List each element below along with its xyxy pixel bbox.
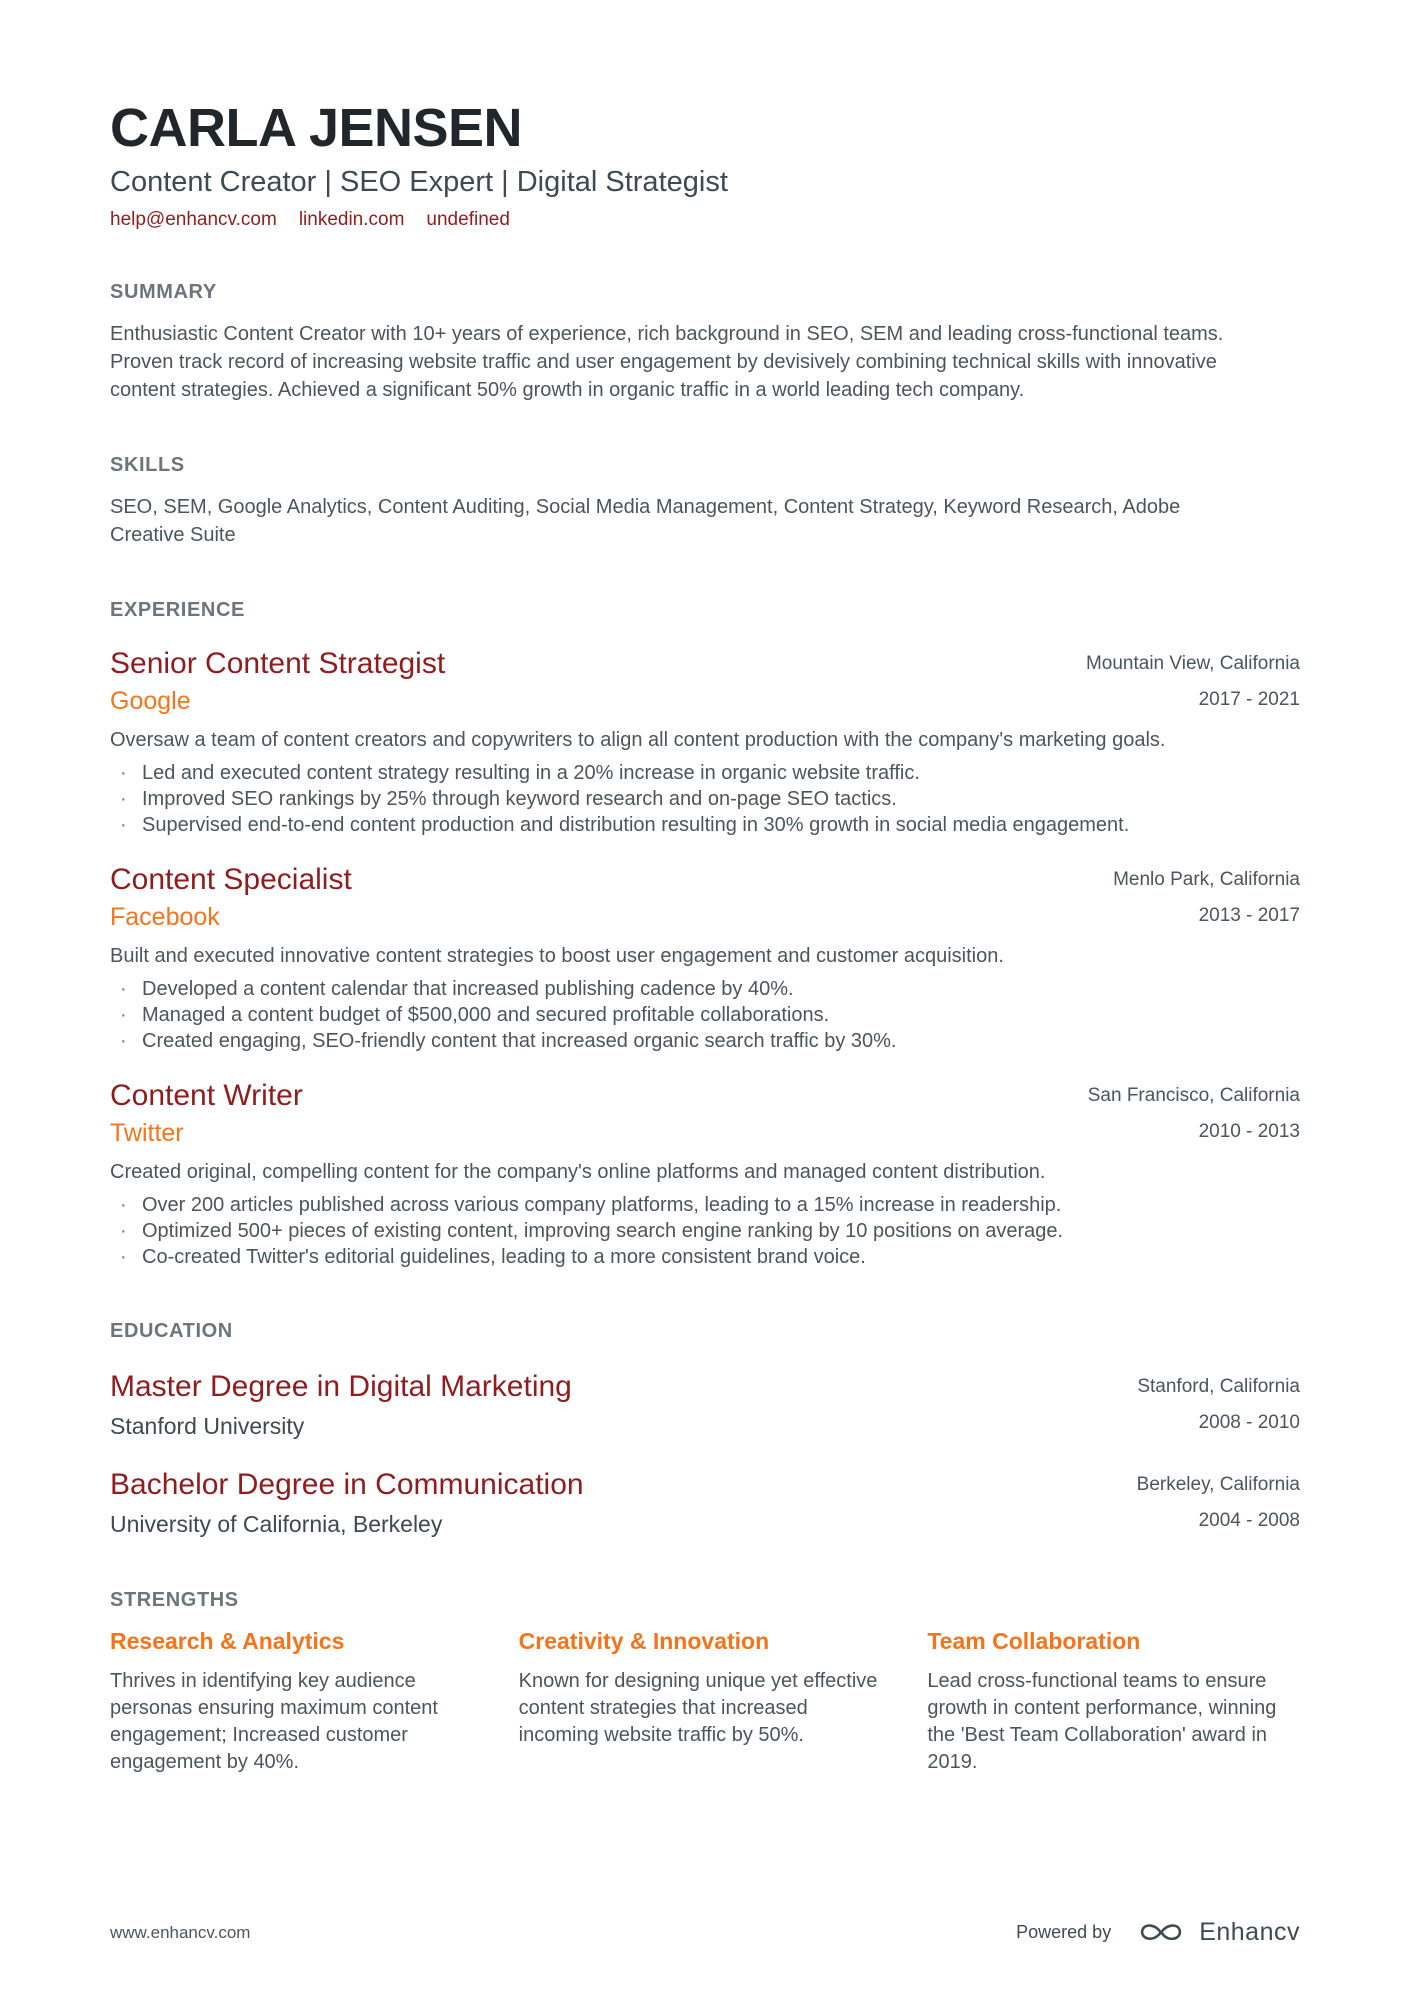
job-location: Mountain View, California: [1085, 653, 1300, 675]
strength-item: [110, 1628, 483, 1776]
job-bullet-list: [110, 760, 1300, 838]
candidate-title: Content Creator | SEO Expert | Digital Strategist: [110, 165, 728, 198]
job-description: Built and executed innovative content strategies to boost user engagement and customer acquisition.: [110, 945, 1004, 968]
degree-location: Berkeley, California: [1136, 1474, 1300, 1496]
email-link[interactable]: help@enhancv.com: [110, 209, 277, 231]
summary-section: [110, 281, 1300, 404]
job-bullet: · Optimized 500+ pieces of existing content, improving search engine ranking by 10 positions on average.: [110, 1218, 1300, 1244]
degree-title: Bachelor Degree in Communication: [110, 1468, 584, 1502]
degree-dates: 2004 - 2008: [1198, 1510, 1300, 1532]
job-entry: [110, 862, 1300, 1054]
job-company: Twitter: [110, 1119, 184, 1148]
strengths-heading: STRENGTHS: [110, 1589, 239, 1612]
degree-location: Stanford, California: [1137, 1376, 1300, 1398]
job-bullet: · Managed a content budget of $500,000 and secured profitable collaborations.: [110, 1002, 1300, 1028]
powered-by-label: Powered by: [1016, 1922, 1112, 1942]
job-entry: [110, 1078, 1300, 1270]
job-bullet: · Led and executed content strategy resulting in a 20% increase in organic website traffic.: [110, 760, 1300, 786]
summary-heading: SUMMARY: [110, 281, 217, 304]
enhancv-wordmark: Enhancv: [1199, 1918, 1300, 1946]
resume-header: [110, 100, 1300, 231]
page-footer: [110, 1918, 1300, 1947]
footer-brand-link[interactable]: [1016, 1918, 1300, 1947]
website-link[interactable]: undefined: [426, 209, 510, 231]
job-company: Facebook: [110, 903, 220, 932]
job-dates: 2010 - 2013: [1198, 1121, 1300, 1143]
candidate-name: CARLA JENSEN: [110, 98, 523, 158]
degree-entry: [110, 1369, 1300, 1441]
strength-text: Known for designing unique yet effective content strategies that increased incoming website traffic by 50%.: [518, 1670, 878, 1747]
degree-dates: 2008 - 2010: [1198, 1412, 1300, 1434]
job-location: Menlo Park, California: [1113, 869, 1300, 891]
degree-school: Stanford University: [110, 1413, 305, 1440]
job-bullet: · Co-created Twitter's editorial guidelines, leading to a more consistent brand voice.: [110, 1244, 1300, 1270]
job-bullet: · Improved SEO rankings by 25% through keyword research and on-page SEO tactics.: [110, 786, 1300, 812]
job-bullet-list: [110, 976, 1300, 1054]
degree-entry: [110, 1467, 1300, 1539]
strength-text: Thrives in identifying key audience personas ensuring maximum content engagement; Increased customer engagement by 40%.: [110, 1670, 438, 1774]
job-bullet: · Supervised end-to-end content production and distribution resulting in 30% growth in social media engagement.: [110, 812, 1300, 838]
job-title: Senior Content Strategist: [110, 647, 446, 681]
job-dates: 2017 - 2021: [1198, 689, 1300, 711]
strengths-grid: [110, 1628, 1300, 1776]
strength-item: [927, 1628, 1300, 1776]
enhancv-logo-icon: [1137, 1919, 1185, 1947]
job-location: San Francisco, California: [1087, 1085, 1300, 1107]
job-bullet: · Created engaging, SEO-friendly content that increased organic search traffic by 30%.: [110, 1028, 1300, 1054]
strength-title: Team Collaboration: [927, 1628, 1141, 1655]
summary-text: Enthusiastic Content Creator with 10+ years of experience, rich background in SEO, SEM and leading cross-functional teams. Proven track record of increasing website traffic and user engagement by devisively combining technical skills with innovative content strategies. Achieved a significant 50% growth in organic traffic in a world leading tech company.: [110, 323, 1224, 402]
job-description: Oversaw a team of content creators and copywriters to align all content production with the company's marketing goals.: [110, 729, 1166, 752]
experience-section: [110, 599, 1300, 1270]
contact-row: [110, 209, 1300, 231]
job-entry: [110, 646, 1300, 838]
linkedin-link[interactable]: linkedin.com: [298, 209, 405, 231]
strengths-section: [110, 1589, 1300, 1776]
skills-text: SEO, SEM, Google Analytics, Content Auditing, Social Media Management, Content Strategy, Keyword Research, Adobe Creative Suite: [110, 496, 1181, 547]
job-dates: 2013 - 2017: [1198, 905, 1300, 927]
job-title: Content Specialist: [110, 863, 352, 897]
strength-text: Lead cross-functional teams to ensure growth in content performance, winning the 'Best Team Collaboration' award in 2019.: [927, 1670, 1277, 1774]
degree-school: University of California, Berkeley: [110, 1511, 443, 1538]
degree-title: Master Degree in Digital Marketing: [110, 1370, 572, 1404]
job-bullet: · Over 200 articles published across various company platforms, leading to a 15% increase in readership.: [110, 1192, 1300, 1218]
education-section: [110, 1320, 1300, 1539]
job-bullet: · Developed a content calendar that increased publishing cadence by 40%.: [110, 976, 1300, 1002]
job-company: Google: [110, 687, 191, 716]
skills-section: [110, 454, 1300, 549]
job-bullet-list: [110, 1192, 1300, 1270]
strength-title: Research & Analytics: [110, 1628, 345, 1655]
skills-heading: SKILLS: [110, 454, 185, 477]
job-description: Created original, compelling content for the company's online platforms and managed content distribution.: [110, 1161, 1046, 1184]
strength-item: [519, 1628, 892, 1776]
strength-title: Creativity & Innovation: [518, 1628, 770, 1655]
experience-heading: EXPERIENCE: [110, 599, 245, 622]
education-heading: EDUCATION: [110, 1320, 233, 1343]
footer-site-link[interactable]: www.enhancv.com: [110, 1922, 251, 1942]
job-title: Content Writer: [110, 1079, 303, 1113]
